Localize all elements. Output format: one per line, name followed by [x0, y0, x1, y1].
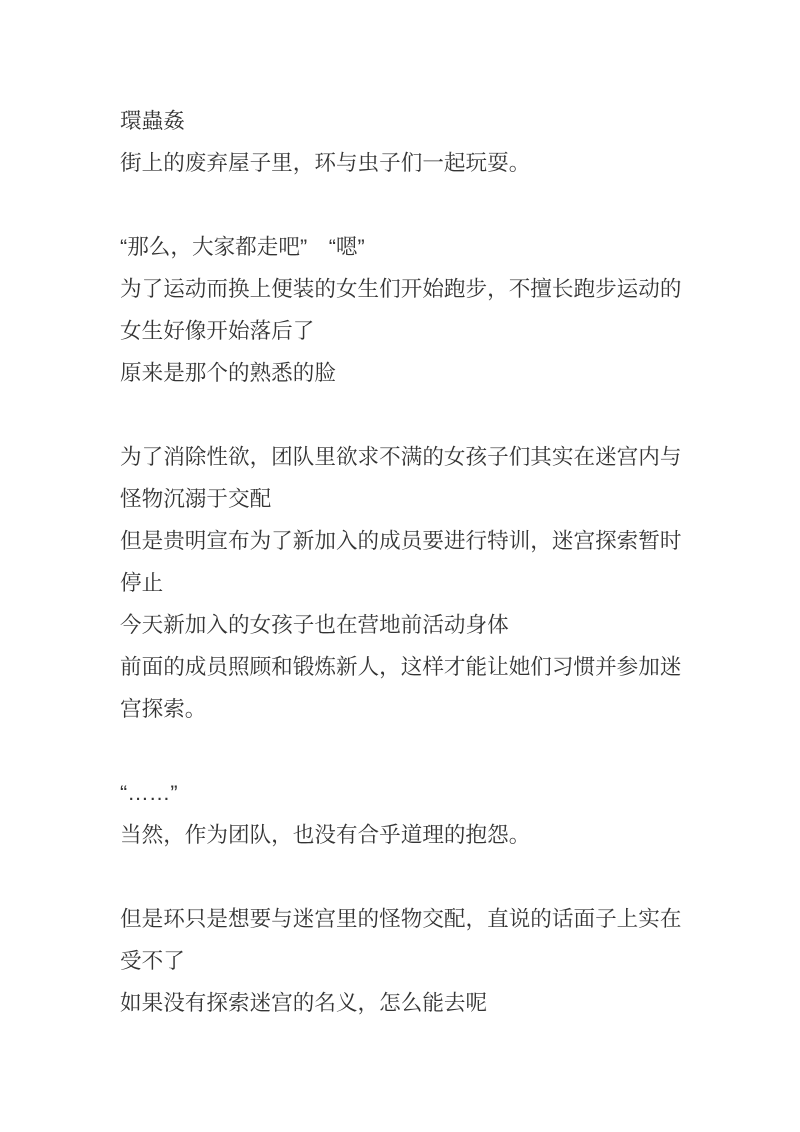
paragraph: 前面的成员照顾和锻炼新人，这样才能让她们习惯并参加迷宫探索。 — [120, 654, 682, 721]
paragraph: 原来是那个的熟悉的脸 — [120, 360, 336, 385]
paragraph: 为了运动而换上便装的女生们开始跑步，不擅长跑步运动的女生好像开始落后了 — [120, 276, 682, 343]
paragraph: 今天新加入的女孩子也在营地前活动身体 — [120, 612, 509, 637]
paragraph: 街上的废弃屋子里，环与虫子们一起玩耍。 — [120, 150, 531, 175]
paragraph-block — [120, 436, 690, 730]
paragraph-block — [120, 898, 690, 1024]
paragraph: 但是环只是想要与迷宫里的怪物交配，直说的话面子上实在受不了 — [120, 906, 682, 973]
paragraph-dialogue: “那么，大家都走吧” “嗯” — [120, 234, 365, 259]
paragraph-block — [120, 100, 690, 184]
paragraph-block — [120, 772, 690, 856]
paragraph: 当然，作为团队，也没有合乎道理的抱怨。 — [120, 822, 531, 847]
paragraph: 但是贵明宣布为了新加入的成员要进行特训，迷宫探索暂时停止 — [120, 528, 682, 595]
document-title: 環蟲姦 — [120, 108, 185, 133]
paragraph-dialogue: “……” — [120, 780, 178, 805]
paragraph-block — [120, 226, 690, 394]
paragraph: 如果没有探索迷宫的名义，怎么能去呢 — [120, 990, 488, 1015]
document-text — [120, 100, 690, 1024]
paragraph: 为了消除性欲，团队里欲求不满的女孩子们其实在迷宫内与怪物沉溺于交配 — [120, 444, 682, 511]
